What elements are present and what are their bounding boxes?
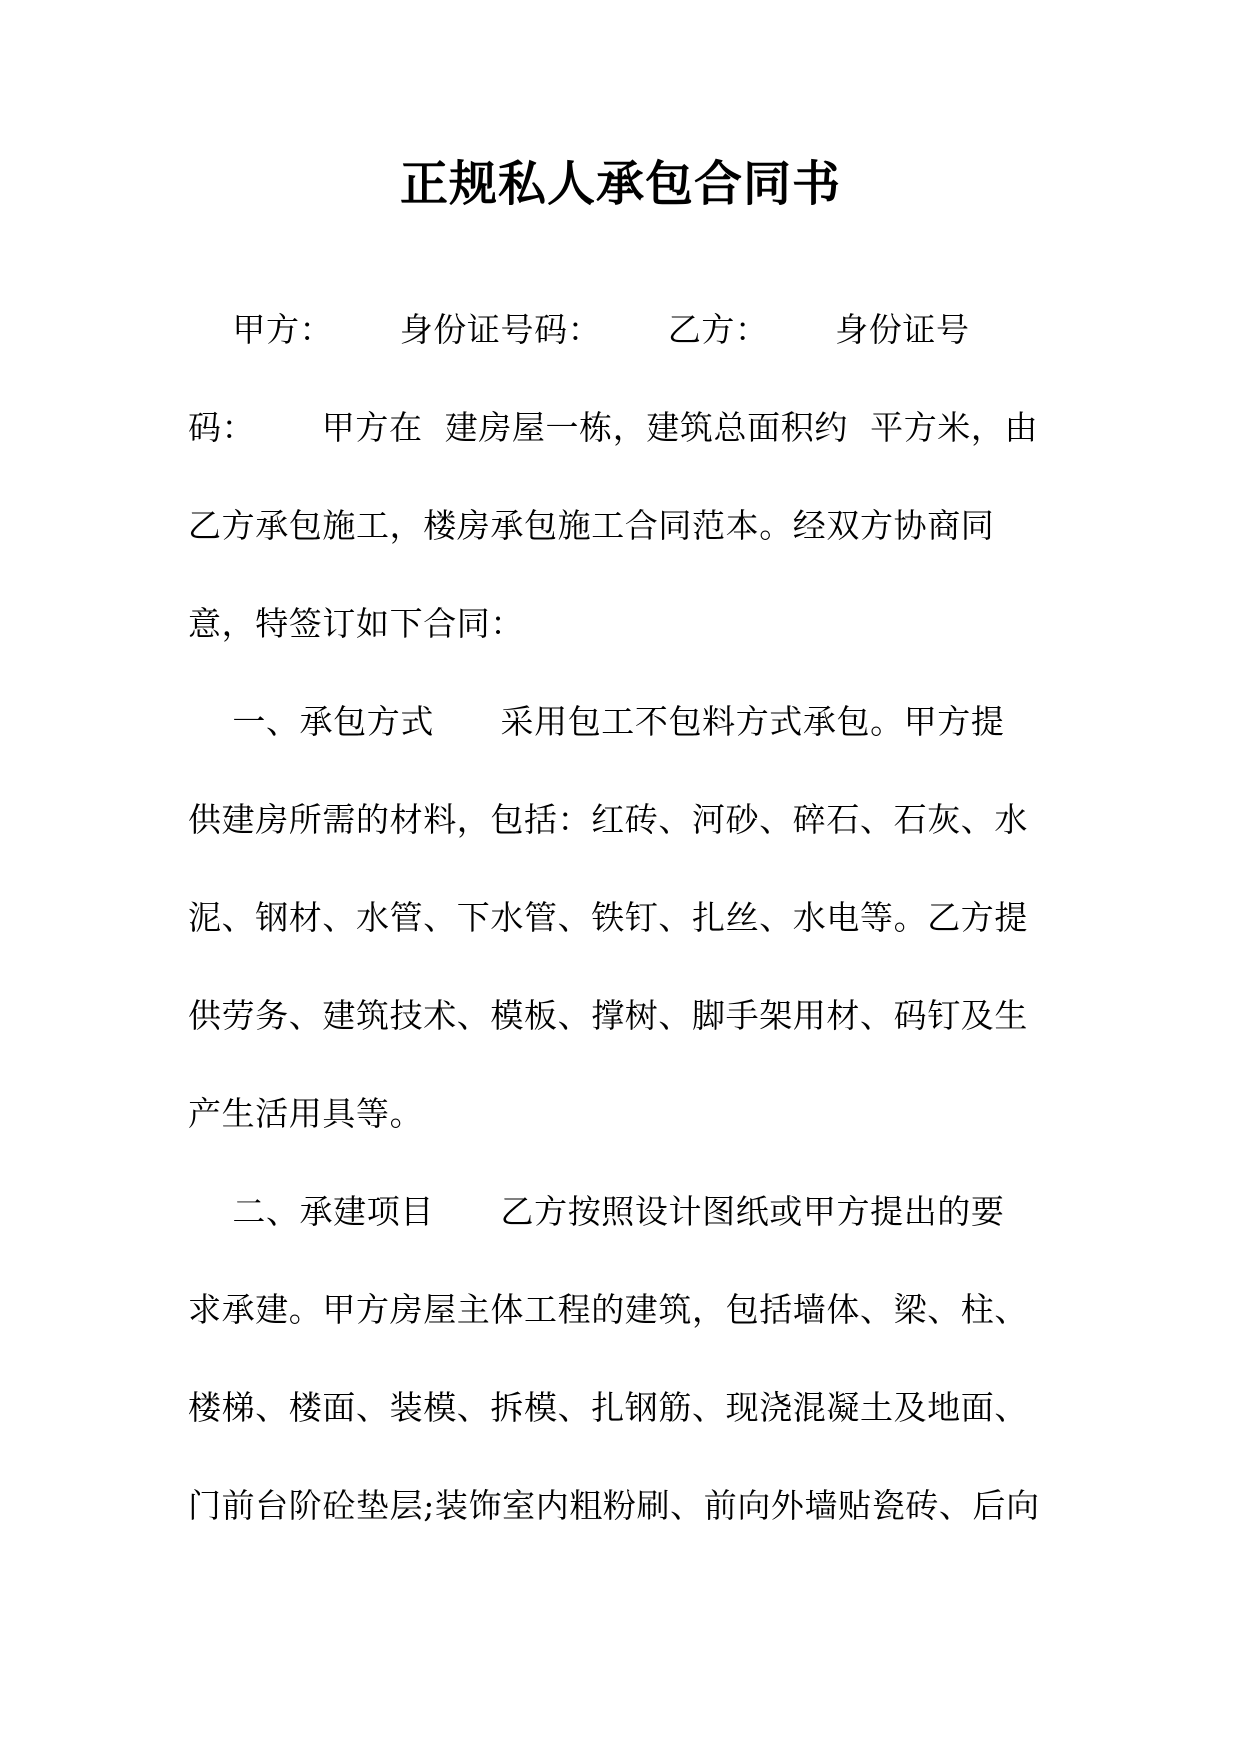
body-line: 意，特签订如下合同：	[188, 604, 524, 643]
body-line: 楼梯、楼面、装模、拆模、扎钢筋、现浇混凝土及地面、	[188, 1388, 1028, 1427]
body-line: 求承建。甲方房屋主体工程的建筑，包括墙体、梁、柱、	[188, 1290, 1028, 1329]
body-line: 泥、钢材、水管、下水管、铁钉、扎丝、水电等。乙方提	[188, 898, 1028, 937]
document-body	[188, 300, 1048, 1574]
body-line: 供建房所需的材料，包括：红砖、河砂、碎石、石灰、水	[188, 800, 1028, 839]
body-line: 门前台阶砼垫层;装饰室内粗粉刷、前向外墙贴瓷砖、后向	[188, 1486, 1040, 1525]
document-title: 正规私人承包合同书	[399, 156, 841, 212]
body-line: 甲方： 身份证号码： 乙方： 身份证号	[188, 310, 970, 349]
body-line: 二、承建项目 乙方按照设计图纸或甲方提出的要	[188, 1192, 1005, 1231]
body-line: 乙方承包施工，楼房承包施工合同范本。经双方协商同	[188, 506, 995, 545]
body-line: 一、承包方式 采用包工不包料方式承包。甲方提	[188, 702, 1005, 741]
body-line: 供劳务、建筑技术、模板、撑树、脚手架用材、码钉及生	[188, 996, 1028, 1035]
body-line: 码： 甲方在 建房屋一栋，建筑总面积约 平方米，由	[188, 408, 1039, 447]
body-line: 产生活用具等。	[188, 1094, 424, 1133]
